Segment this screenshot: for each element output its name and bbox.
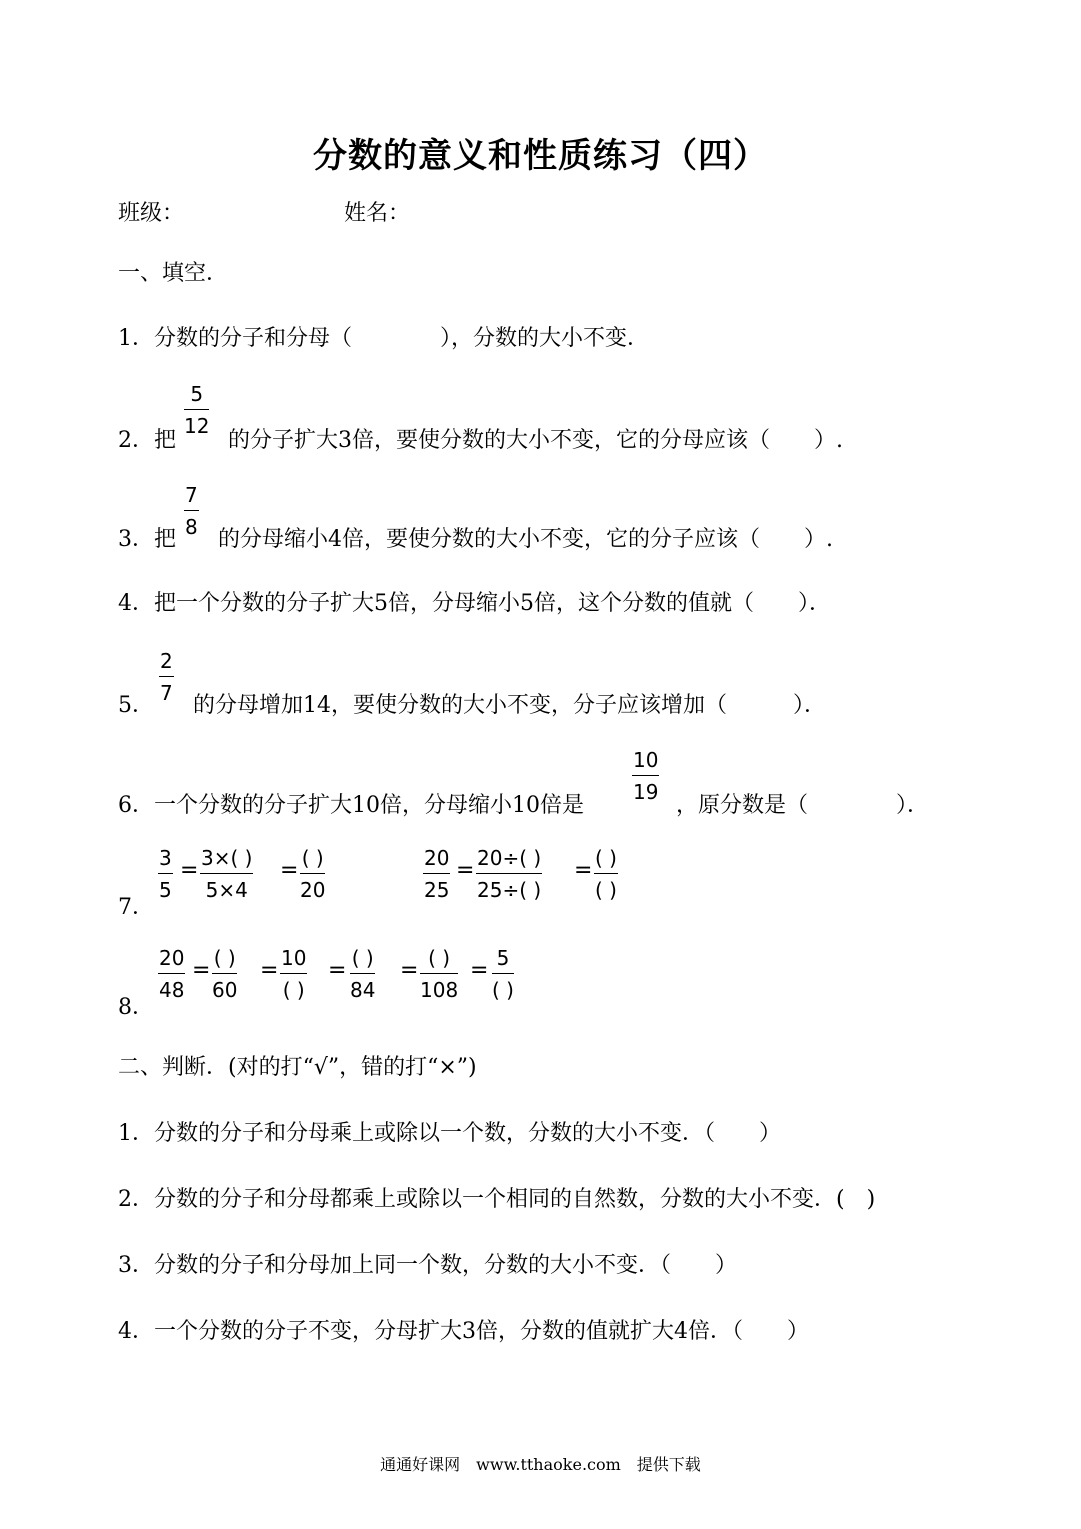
q1-8-num-4: ( ) (350, 948, 375, 974)
q2-2-text: 2．分数的分子和分母都乘上或除以一个相同的自然数，分数的大小不变．( ) (118, 1187, 876, 1212)
q1-6-numerator: 10 (632, 750, 659, 776)
q2-1-text: 1．分数的分子和分母乘上或除以一个数，分数的大小不变．（ ） (118, 1121, 781, 1146)
q2-4-text: 4．一个分数的分子不变，分母扩大3倍，分数的值就扩大4倍．（ ） (118, 1319, 809, 1344)
q1-8-fraction-6 (492, 948, 514, 1000)
equals-sign: = (280, 858, 299, 883)
section2-heading: 二、判断．(对的打“√”，错的打“×”) (118, 1055, 477, 1080)
q1-8-den-6: ( ) (492, 978, 514, 1002)
q1-8-den-1: 48 (159, 978, 185, 1002)
q1-3-suffix: 的分母缩小4倍，要使分数的大小不变，它的分子应该（ ）. (218, 527, 833, 552)
q1-1-text: 1．分数的分子和分母（ ），分数的大小不变． (118, 326, 649, 351)
q1-8-fraction-2 (212, 948, 237, 1000)
q1-7b-fraction-1 (423, 848, 450, 900)
q1-8-den-5: 108 (420, 978, 459, 1002)
q1-8-num-6: 5 (492, 948, 514, 974)
q2-3-text: 3．分数的分子和分母加上同一个数，分数的大小不变．（ ） (118, 1253, 737, 1278)
q1-7a-num-3: ( ) (300, 848, 325, 874)
q1-7b-num-1: 20 (423, 848, 450, 874)
q1-7b-fraction-2 (476, 848, 542, 900)
q1-8-fraction-3 (280, 948, 307, 1000)
q1-7a-den-1: 5 (159, 878, 172, 902)
q1-7a-num-2: 3×( ) (200, 848, 253, 874)
q1-8-num-5: ( ) (420, 948, 458, 974)
q1-3-fraction (184, 485, 199, 537)
q1-6-denominator: 19 (633, 780, 659, 804)
q1-7a-fraction-2 (200, 848, 253, 900)
q1-7a-den-3: 20 (300, 878, 326, 902)
q1-7b-fraction-3 (594, 848, 618, 900)
q1-6-prefix: 6．一个分数的分子扩大10倍，分母缩小10倍是 (118, 793, 584, 818)
q1-3-denominator: 8 (185, 515, 198, 539)
q1-5-prefix: 5． (118, 693, 154, 718)
q1-5-suffix: 的分母增加14，要使分数的大小不变，分子应该增加（ ）． (193, 693, 826, 718)
q1-5-denominator: 7 (160, 681, 173, 705)
section1-heading: 一、填空． (118, 261, 229, 286)
q1-7-label: 7． (118, 895, 154, 920)
q1-2-numerator: 5 (184, 384, 209, 410)
equals-sign: = (180, 858, 199, 883)
q1-8-num-3: 10 (280, 948, 307, 974)
equals-sign: = (470, 958, 489, 983)
equals-sign: = (328, 958, 347, 983)
q1-8-num-1: 20 (158, 948, 185, 974)
q1-3-prefix: 3．把 (118, 527, 176, 552)
q1-6-fraction (632, 750, 659, 802)
q1-5-fraction (159, 651, 174, 703)
q1-7a-fraction-3 (300, 848, 325, 900)
q1-2-prefix: 2．把 (118, 428, 176, 453)
q1-7b-den-2: 25÷( ) (477, 878, 542, 902)
q1-5-numerator: 2 (159, 651, 174, 677)
q1-2-denominator: 12 (184, 414, 210, 438)
q1-7b-num-2: 20÷( ) (476, 848, 542, 874)
q1-6-suffix: ，原分数是（ ）． (676, 793, 930, 818)
q1-8-num-2: ( ) (212, 948, 237, 974)
q1-8-fraction-4 (350, 948, 375, 1000)
equals-sign: = (456, 858, 475, 883)
q1-7a-den-2: 5×4 (205, 878, 248, 902)
q1-8-den-2: 60 (212, 978, 238, 1002)
q1-8-fraction-5 (420, 948, 458, 1000)
equals-sign: = (192, 958, 211, 983)
q1-3-numerator: 7 (184, 485, 199, 511)
q1-7b-den-1: 25 (424, 878, 450, 902)
q1-8-den-4: 84 (350, 978, 376, 1002)
class-label: 班级： (118, 201, 185, 226)
q1-8-fraction-1 (158, 948, 185, 1000)
footer-credit: 通通好课网 www.tthaoke.com 提供下载 (380, 1455, 701, 1474)
q1-8-label: 8． (118, 995, 154, 1020)
q1-7b-num-3: ( ) (594, 848, 618, 874)
equals-sign: = (574, 858, 593, 883)
q1-7b-den-3: ( ) (595, 878, 617, 902)
equals-sign: = (260, 958, 279, 983)
equals-sign: = (400, 958, 419, 983)
q1-2-suffix: 的分子扩大3倍，要使分数的大小不变，它的分母应该（ ）. (228, 428, 843, 453)
q1-8-den-3: ( ) (282, 978, 305, 1002)
page-title: 分数的意义和性质练习（四） (313, 136, 768, 176)
q1-7a-num-1: 3 (158, 848, 173, 874)
q1-2-fraction (184, 384, 209, 436)
name-label: 姓名： (344, 201, 411, 226)
q1-4-text: 4．把一个分数的分子扩大5倍，分母缩小5倍，这个分数的值就（ ）． (118, 591, 831, 616)
q1-7a-fraction-1 (158, 848, 173, 900)
